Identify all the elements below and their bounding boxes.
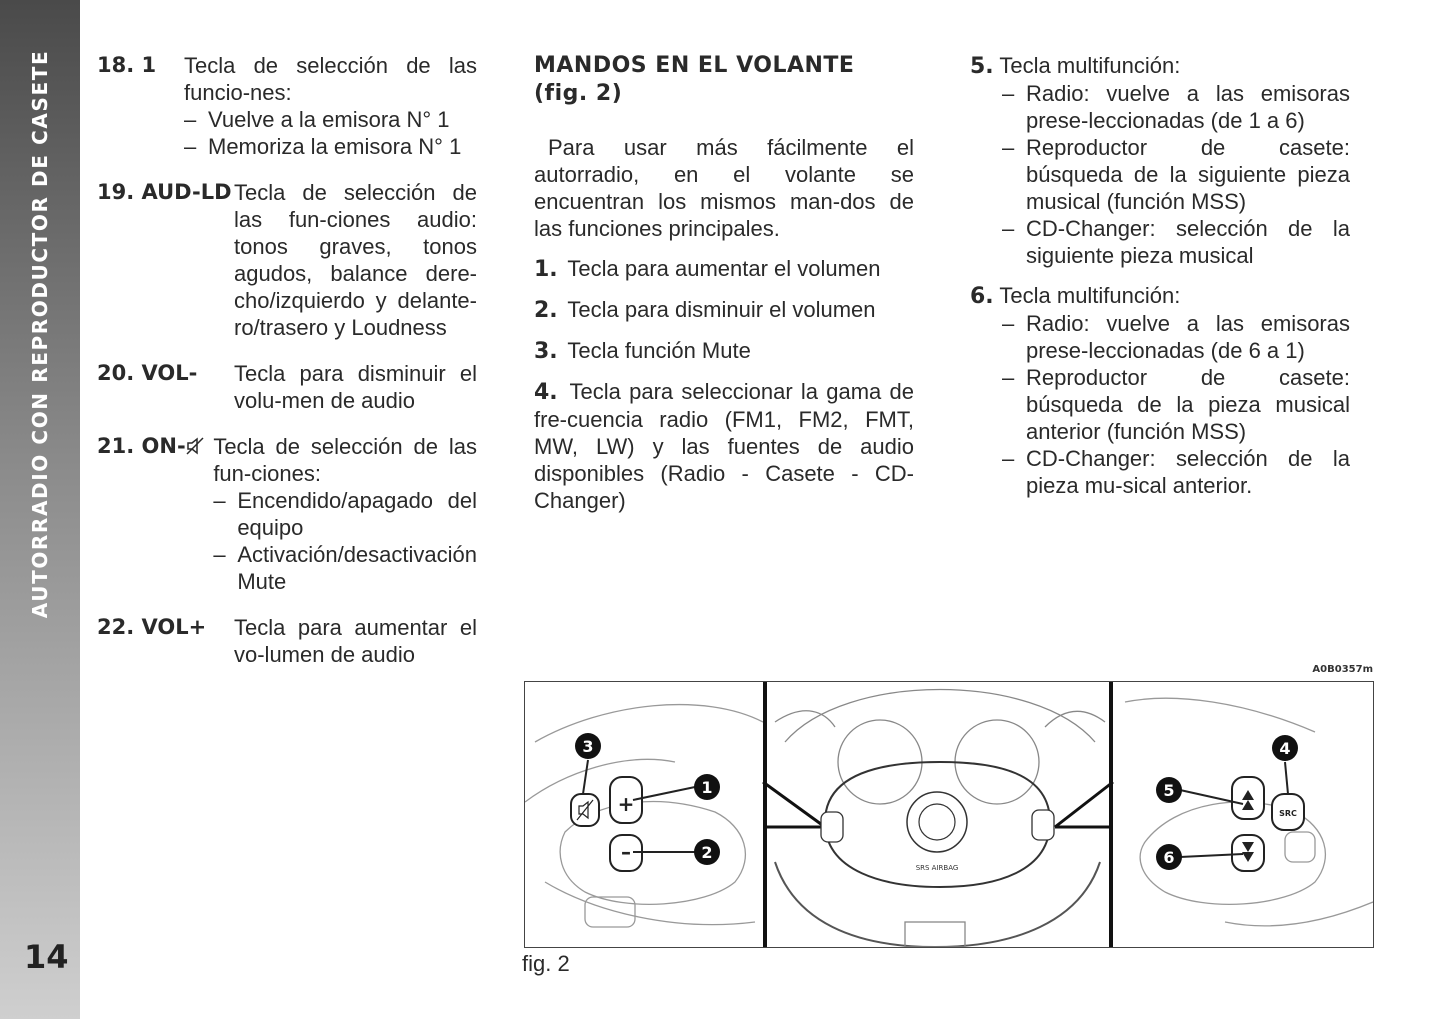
figure-code: A0B0357m: [1312, 664, 1373, 675]
svg-text:SRC: SRC: [1279, 809, 1297, 818]
svg-text:2: 2: [701, 843, 713, 862]
dash-item: – Radio: vuelve a las emisoras prese-leccionadas (de 6 a 1): [1002, 311, 1350, 363]
intro-paragraph: Para usar más fácilmente el autorradio, en el volante se encuentran los mismos man-dos de las funciones principales.: [534, 135, 914, 241]
dash-item: – CD-Changer: selección de la siguiente pieza musical: [1002, 216, 1350, 268]
dash-item: – Memoriza la emisora N° 1: [184, 134, 462, 159]
dash-item: – Radio: vuelve a las emisoras prese-leccionadas (de 1 a 6): [1002, 81, 1350, 133]
callout-4: [1272, 735, 1298, 761]
figure-steering-wheel: [524, 681, 1374, 948]
dash-item: – Encendido/apagado del equipo: [213, 488, 477, 540]
callout-1: [694, 774, 720, 800]
list-item: 1. Tecla para aumentar el volumen: [534, 256, 881, 282]
section-title: AUTORRADIO CON REPRODUCTOR DE CASETE: [28, 49, 52, 619]
dash-item: – Reproductor de casete: búsqueda de la pieza musical anterior (función MSS): [1002, 365, 1350, 444]
key-item-18: [97, 52, 477, 160]
key-label: 22. VOL+: [97, 615, 207, 639]
key-description: Tecla para aumentar el vo-lumen de audio: [234, 615, 477, 667]
sidebar: [0, 0, 80, 1019]
callout-5: [1156, 777, 1182, 803]
left-panel: [525, 705, 763, 927]
plus-icon: +: [617, 792, 635, 816]
page-number: 14: [24, 938, 69, 976]
section-heading: MANDOS EN EL VOLANTE (fig. 2): [534, 53, 855, 106]
key-description: Tecla de selección de las fun-ciones:: [213, 434, 477, 486]
key-description: Tecla de selección de las funcio-nes:: [184, 53, 477, 105]
list-item: 3. Tecla función Mute: [534, 338, 751, 364]
key-label: 20. VOL-: [97, 361, 198, 385]
mute-speaker-icon: [186, 437, 204, 455]
key-item-19: [97, 179, 477, 341]
key-label: 18. 1: [97, 53, 157, 77]
list-item: 2. Tecla para disminuir el volumen: [534, 297, 876, 323]
key-description: Tecla de selección de las fun-ciones audio: tonos graves, tonos agudos, balance dere-cho/izquierdo y delante-ro/trasero y Loudness: [234, 180, 477, 340]
svg-text:1: 1: [701, 778, 713, 797]
dash-item: – Vuelve a la emisora N° 1: [184, 107, 450, 132]
minus-icon: –: [621, 840, 631, 864]
column-middle: [534, 52, 914, 527]
callout-2: [694, 839, 720, 865]
svg-text:3: 3: [582, 737, 594, 756]
figure-caption: fig. 2: [522, 951, 570, 976]
airbag-label: SRS AIRBAG: [915, 864, 959, 872]
svg-text:4: 4: [1279, 739, 1291, 758]
source-button-4: [1272, 794, 1304, 830]
key-description: Tecla para disminuir el volu-men de audio: [234, 361, 477, 413]
mute-button-3: [571, 794, 599, 826]
svg-text:6: 6: [1163, 848, 1175, 867]
seek-down-button-6: [1232, 835, 1264, 871]
dash-item: – Activación/desactivación Mute: [213, 542, 477, 594]
list-item-5: 5. Tecla multifunción: – Radio: vuelve a las emisoras prese-leccionadas (de 1 a 6) – Reproductor de casete: búsqueda de la siguiente pieza musical (función MSS) – CD-Changer: selección de la siguiente pieza musical: [970, 53, 1350, 268]
dash-item: – Reproductor de casete: búsqueda de la siguiente pieza musical (función MSS): [1002, 135, 1350, 214]
callout-3: [575, 733, 601, 759]
column-right: [970, 52, 1350, 499]
key-item-22: [97, 614, 477, 668]
key-item-21: [97, 433, 477, 595]
sidebar-title: [0, 0, 80, 640]
key-label: 21. ON-: [97, 433, 213, 595]
list-item: 4. Tecla para seleccionar la gama de fre-cuencia radio (FM1, FM2, FMT, MW, LW) y las fuentes de audio disponibles (Radio - Casete - CD-Changer): [534, 379, 914, 513]
column-left: [97, 52, 477, 687]
svg-text:5: 5: [1163, 781, 1175, 800]
list-item-6: 6. Tecla multifunción: – Radio: vuelve a las emisoras prese-leccionadas (de 6 a 1) – Reproductor de casete: búsqueda de la pieza musical anterior (función MSS) – CD-Changer: selección de la pieza mu-sical anterior.: [970, 283, 1350, 498]
seek-up-button-5: [1232, 777, 1264, 819]
key-label: 19. AUD-LD: [97, 180, 232, 204]
key-item-20: [97, 360, 477, 414]
callout-6: [1156, 844, 1182, 870]
dash-item: – CD-Changer: selección de la pieza mu-sical anterior.: [1002, 446, 1350, 498]
